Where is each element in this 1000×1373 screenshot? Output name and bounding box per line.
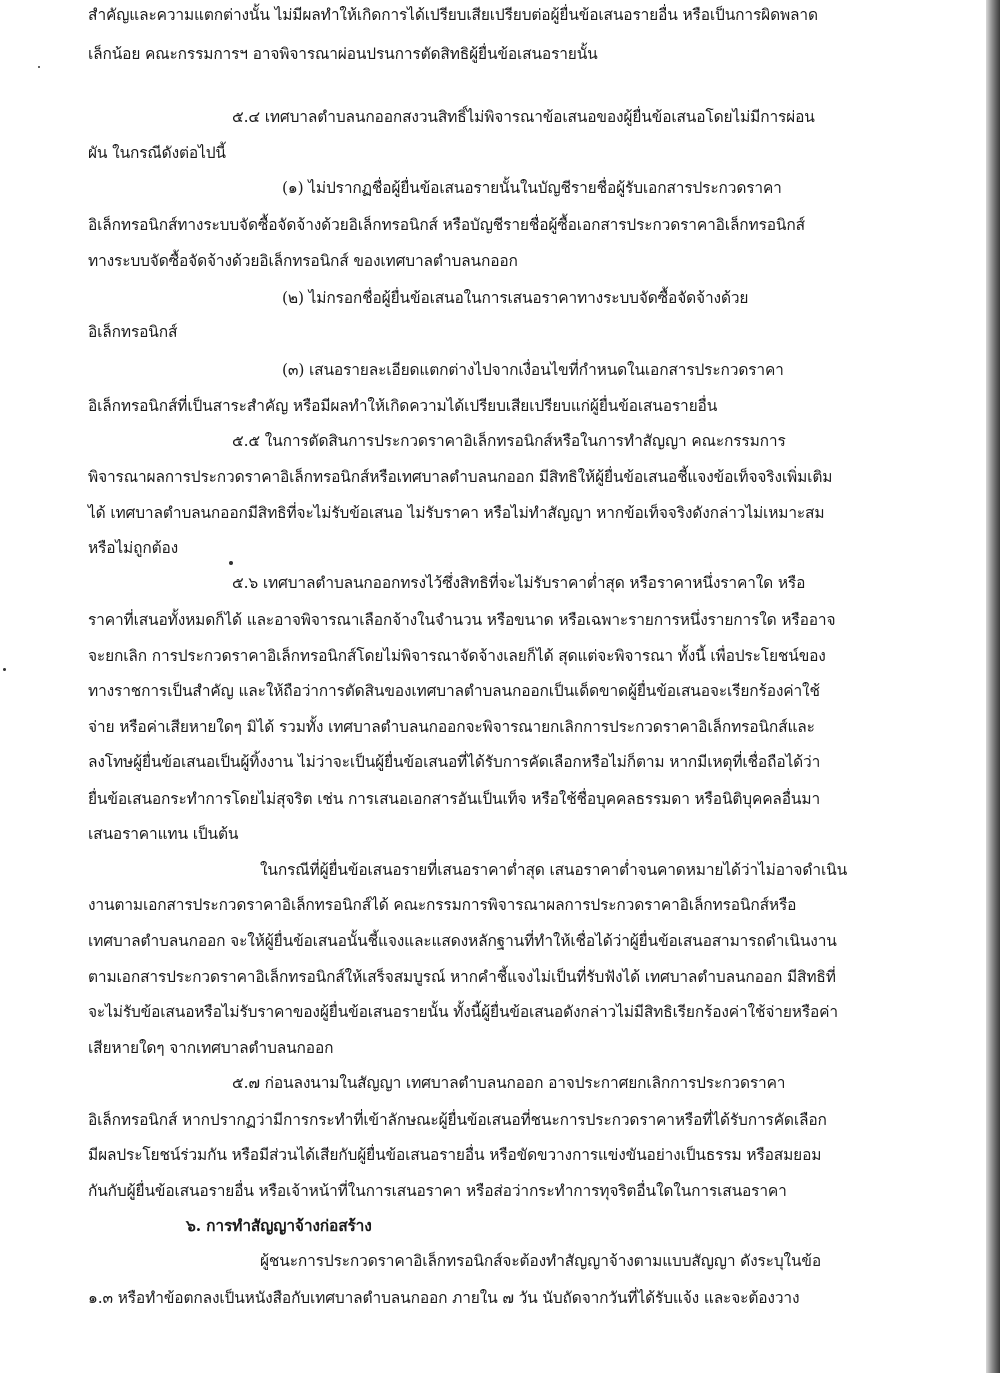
list-item-2-line: (๒) ไม่กรอกชื่อผู้ยื่นข้อเสนอในการเสนอราคาทางระบบจัดซื้อจัดจ้างด้วย: [282, 289, 749, 307]
body-text-line: จะไม่รับข้อเสนอหรือไม่รับราคาของผู้ยื่นข้อเสนอรายนั้น ทั้งนี้ผู้ยื่นข้อเสนอดังกล่าวไม่มีสิทธิเรียกร้องค่าใช้จ่ายหรือค่า: [88, 1003, 838, 1021]
section-6-heading: ๖. การทำสัญญาจ้างก่อสร้าง: [186, 1216, 372, 1235]
body-text-line: เล็กน้อย คณะกรรมการฯ อาจพิจารณาผ่อนปรนการตัดสิทธิผู้ยื่นข้อเสนอรายนั้น: [88, 45, 598, 63]
body-text-line: กันกับผู้ยื่นข้อเสนอรายอื่น หรือเจ้าหน้าที่ในการเสนอราคา หรือส่อว่ากระทำการทุจริตอื่นใดในการเสนอราคา: [88, 1182, 787, 1200]
body-text-line: อิเล็กทรอนิกส์ หากปรากฏว่ามีการกระทำที่เข้าลักษณะผู้ยื่นข้อเสนอที่ชนะการประกวดราคาหรือที่ได้รับการคัดเลือก: [88, 1111, 827, 1129]
body-text-line: ราคาที่เสนอทั้งหมดก็ได้ และอาจพิจารณาเลือกจ้างในจำนวน หรือขนาด หรือเฉพาะรายการหนึ่งรายการใด หรืออาจ: [88, 611, 836, 629]
body-text-line: อิเล็กทรอนิกส์: [88, 323, 178, 341]
body-text-line: หรือไม่ถูกต้อง: [88, 539, 179, 557]
section-5-5-line: ๕.๕ ในการตัดสินการประกวดราคาอิเล็กทรอนิกส์หรือในการทำสัญญา คณะกรรมการ: [232, 432, 786, 450]
body-text-line: จ่าย หรือค่าเสียหายใดๆ มิได้ รวมทั้ง เทศบาลตำบลนกออกจะพิจารณายกเลิกการประกวดราคาอิเล็กทรอนิกส์และ: [88, 718, 815, 736]
body-text-line: ลงโทษผู้ยื่นข้อเสนอเป็นผู้ทิ้งงาน ไม่ว่าจะเป็นผู้ยื่นข้อเสนอที่ได้รับการคัดเลือกหรือไม่ก็ตาม หากมีเหตุที่เชื่อถือได้ว่า: [88, 753, 821, 771]
list-item-3-line: (๓) เสนอรายละเอียดแตกต่างไปจากเงื่อนไขที่กำหนดในเอกสารประกวดราคา: [282, 361, 784, 379]
body-text-line: เสียหายใดๆ จากเทศบาลตำบลนกออก: [88, 1039, 334, 1057]
body-text-line: เทศบาลตำบลนกออก จะให้ผู้ยื่นข้อเสนอนั้นชี้แจงและแสดงหลักฐานที่ทำให้เชื่อได้ว่าผู้ยื่นข้อเสนอสามารถดำเนินงาน: [88, 932, 837, 950]
body-text-line: มีผลประโยชน์ร่วมกัน หรือมีส่วนได้เสียกับผู้ยื่นข้อเสนอรายอื่น หรือขัดขวางการแข่งขันอย่างเป็นธรรม หรือสมยอม: [88, 1146, 822, 1164]
body-text-line: งานตามเอกสารประกวดราคาอิเล็กทรอนิกส์ได้ คณะกรรมการพิจารณาผลการประกวดราคาอิเล็กทรอนิกส์หรือ: [88, 896, 797, 914]
body-text-line: อิเล็กทรอนิกส์ทางระบบจัดซื้อจัดจ้างด้วยอิเล็กทรอนิกส์ หรือบัญชีรายชื่อผู้ซื้อเอกสารประกวดราคาอิเล็กทรอนิกส์: [88, 216, 805, 234]
body-text-line: ตามเอกสารประกวดราคาอิเล็กทรอนิกส์ให้เสร็จสมบูรณ์ หากคำชี้แจงไม่เป็นที่รับฟังได้ เทศบาลตำบลนกออก มีสิทธิที่: [88, 968, 836, 986]
body-text-line: อิเล็กทรอนิกส์ที่เป็นสาระสำคัญ หรือมีผลทำให้เกิดความได้เปรียบเสียเปรียบแก่ผู้ยื่นข้อเสนอรายอื่น: [88, 397, 718, 415]
scan-speck: [3, 668, 6, 671]
section-5-6-line: ๕.๖ เทศบาลตำบลนกออกทรงไว้ซึ่งสิทธิที่จะไม่รับราคาต่ำสุด หรือราคาหนึ่งราคาใด หรือ: [232, 574, 806, 592]
scan-speck: [229, 561, 233, 565]
body-text-line: สำคัญและความแตกต่างนั้น ไม่มีผลทำให้เกิดการได้เปรียบเสียเปรียบต่อผู้ยื่นข้อเสนอรายอื่น หรือเป็นการผิดพลาด: [88, 6, 818, 24]
paragraph-start-line: ในกรณีที่ผู้ยื่นข้อเสนอรายที่เสนอราคาต่ำสุด เสนอราคาต่ำจนคาดหมายได้ว่าไม่อาจดำเนิน: [260, 861, 848, 879]
scan-speck: [38, 66, 40, 68]
body-text-line: พิจารณาผลการประกวดราคาอิเล็กทรอนิกส์หรือเทศบาลตำบลนกออก มีสิทธิให้ผู้ยื่นข้อเสนอชี้แจงข้อเท็จจริงเพิ่มเติม: [88, 468, 833, 486]
section-5-4-line: ๕.๔ เทศบาลตำบลนกออกสงวนสิทธิ์ไม่พิจารณาข้อเสนอของผู้ยื่นข้อเสนอโดยไม่มีการผ่อน: [232, 108, 815, 126]
body-text-line: ทางระบบจัดซื้อจัดจ้างด้วยอิเล็กทรอนิกส์ ของเทศบาลตำบลนกออก: [88, 252, 518, 270]
body-text-line: เสนอราคาแทน เป็นต้น: [88, 825, 239, 843]
body-text-line: ได้ เทศบาลตำบลนกออกมีสิทธิที่จะไม่รับข้อเสนอ ไม่รับราคา หรือไม่ทำสัญญา หากข้อเท็จจริงดังกล่าวไม่เหมาะสม: [88, 504, 825, 522]
body-text-line: ทางราชการเป็นสำคัญ และให้ถือว่าการตัดสินของเทศบาลตำบลนกออกเป็นเด็ดขาดผู้ยื่นข้อเสนอจะเรียกร้องค่าใช้: [88, 682, 820, 700]
section-5-7-line: ๕.๗ ก่อนลงนามในสัญญา เทศบาลตำบลนกออก อาจประกาศยกเลิกการประกวดราคา: [232, 1074, 786, 1092]
paragraph-start-line: ผู้ชนะการประกวดราคาอิเล็กทรอนิกส์จะต้องทำสัญญาจ้างตามแบบสัญญา ดังระบุในข้อ: [260, 1252, 822, 1270]
list-item-1-line: (๑) ไม่ปรากฏชื่อผู้ยื่นข้อเสนอรายนั้นในบัญชีรายชื่อผู้รับเอกสารประกวดราคา: [282, 179, 782, 197]
body-text-line: ผัน ในกรณีดังต่อไปนี้: [88, 144, 226, 162]
body-text-line: ยื่นข้อเสนอกระทำการโดยไม่สุจริต เช่น การเสนอเอกสารอันเป็นเท็จ หรือใช้ชื่อบุคคลธรรมดา หรือนิติบุคคลอื่นมา: [88, 790, 821, 808]
body-text-line: ๑.๓ หรือทำข้อตกลงเป็นหนังสือกับเทศบาลตำบลนกออก ภายใน ๗ วัน นับถัดจากวันที่ได้รับแจ้ง และจะต้องวาง: [88, 1289, 800, 1307]
scan-edge-shadow: [986, 0, 1000, 1373]
body-text-line: จะยกเลิก การประกวดราคาอิเล็กทรอนิกส์โดยไม่พิจารณาจัดจ้างเลยก็ได้ สุดแต่จะพิจารณา ทั้งนี้ เพื่อประโยชน์ของ: [88, 647, 826, 665]
